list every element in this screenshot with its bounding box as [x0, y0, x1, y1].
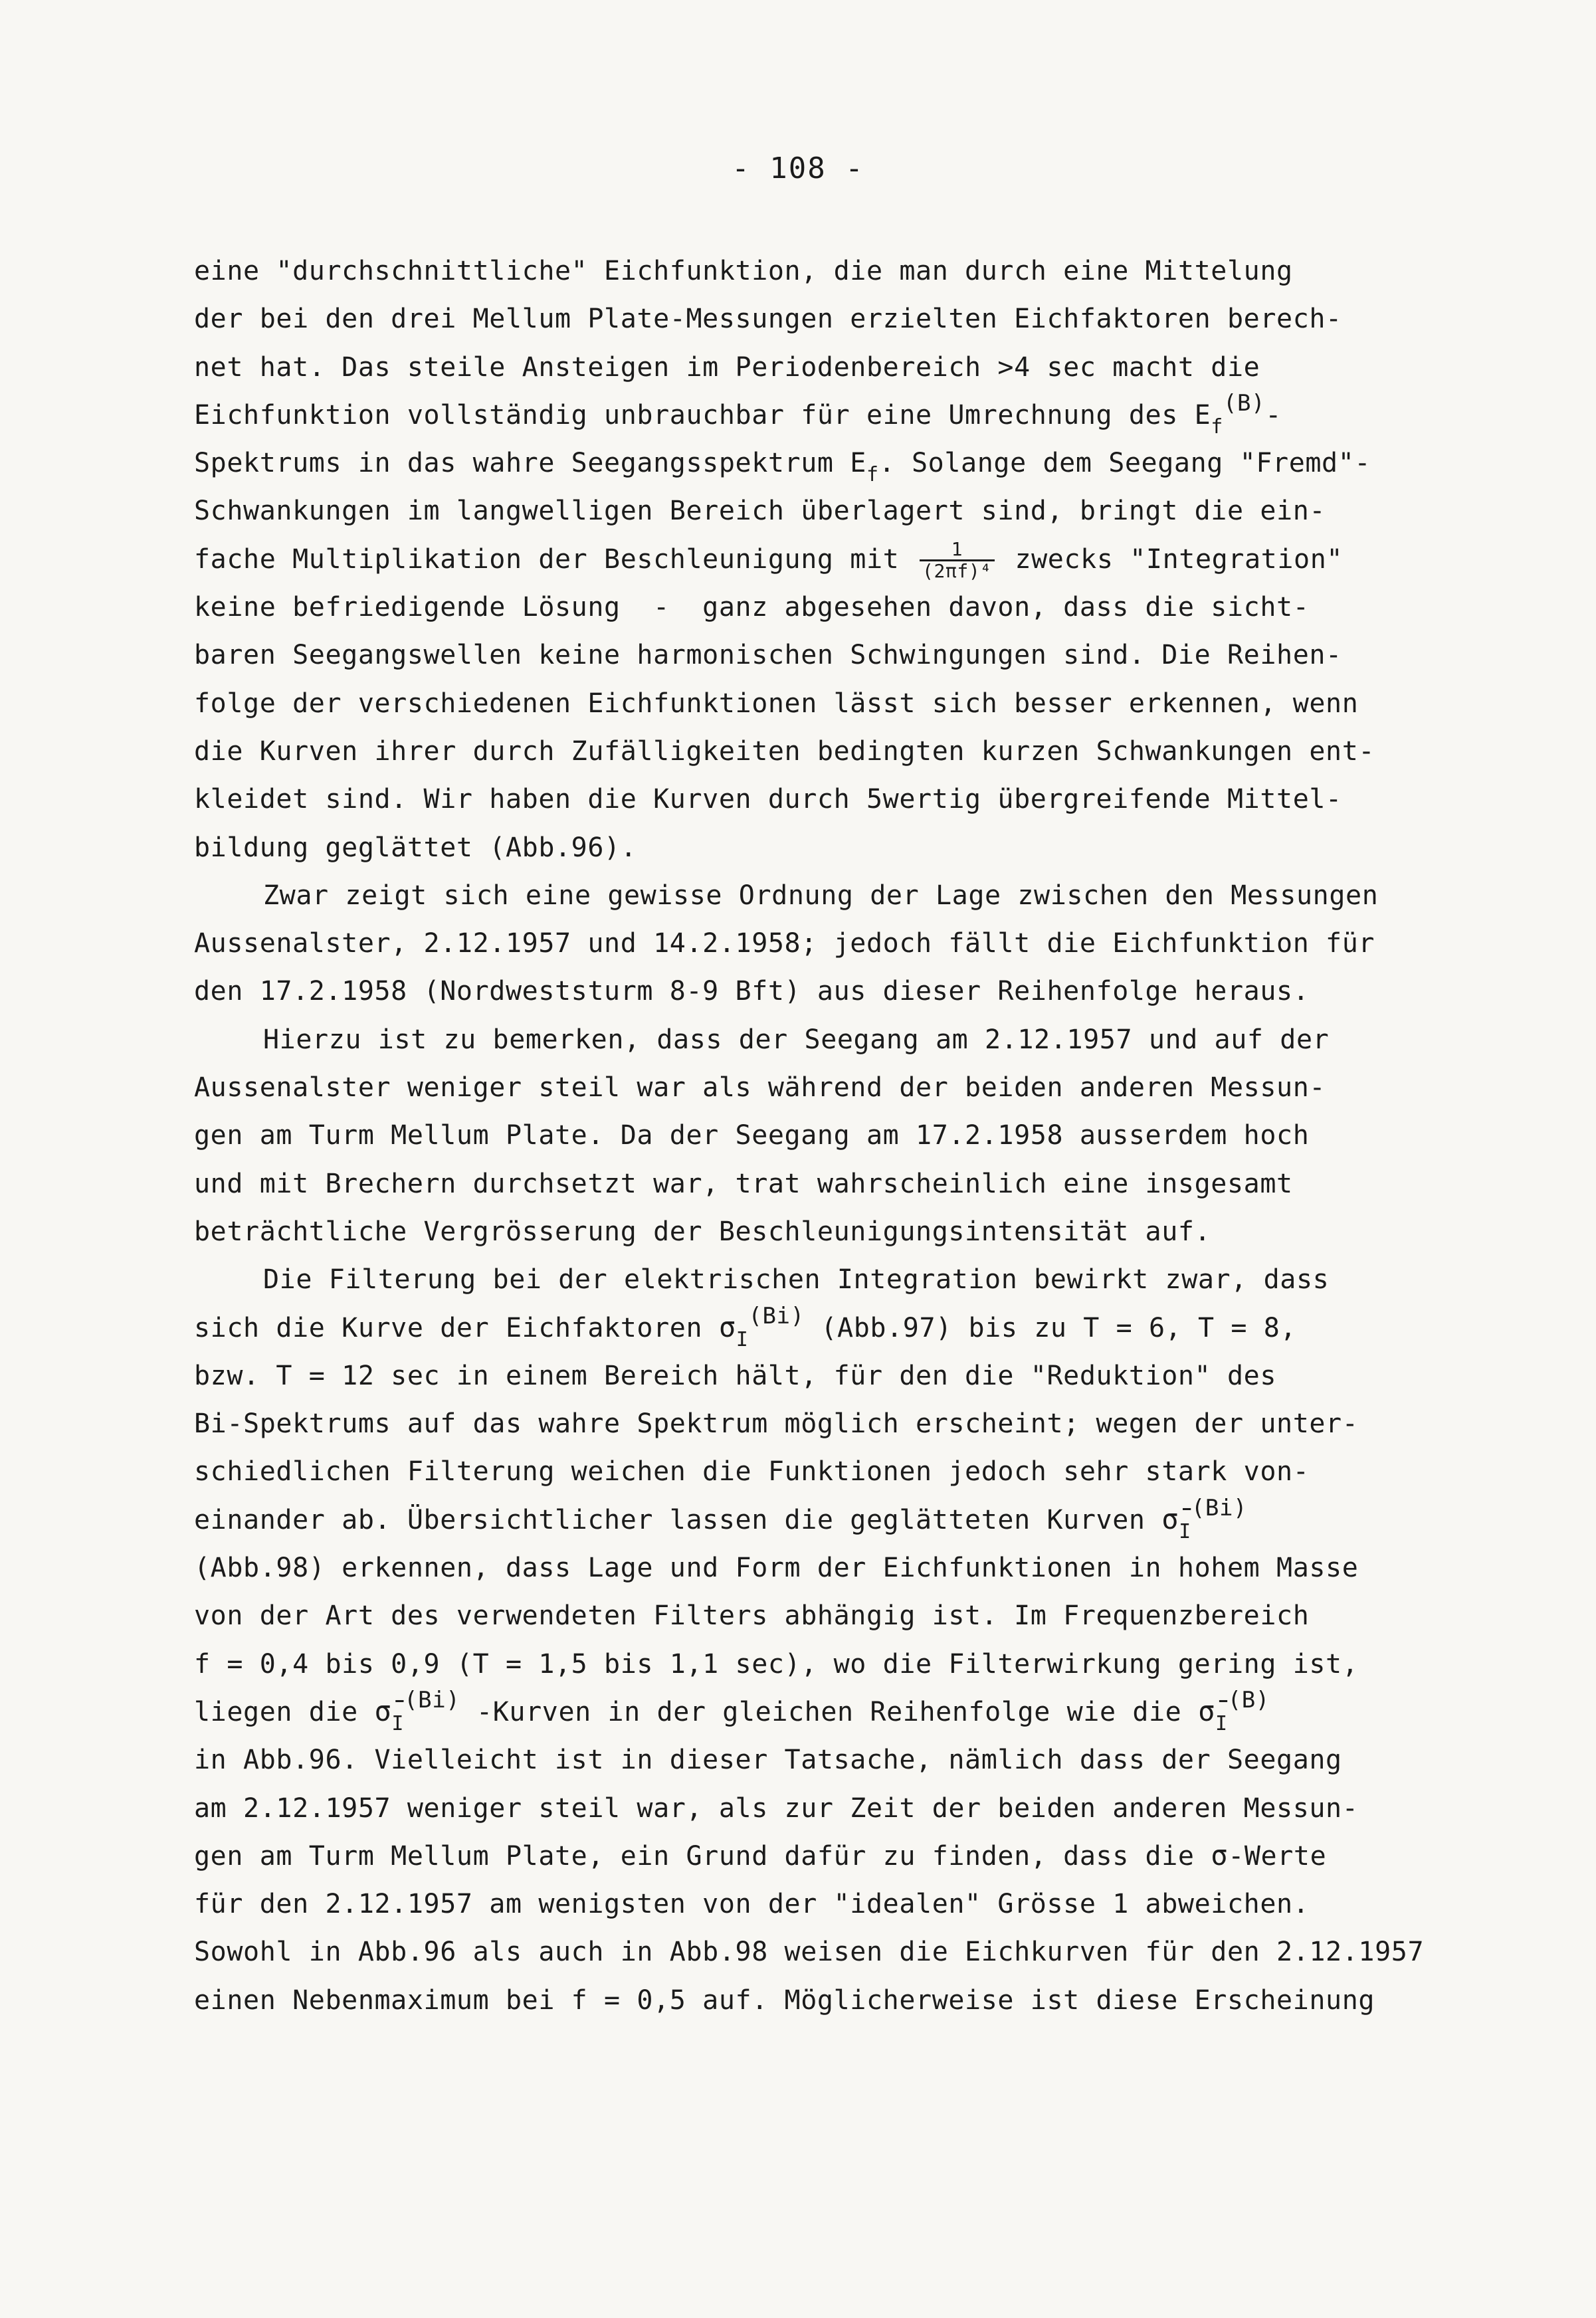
text-line: liegen die $\sigmā_I^{(Bi)}$ -Kurven in der gleichen Reihenfolge wie die $\sigmā_I^{(B)}$: [194, 1686, 1270, 1735]
text-segment: -Kurven in der gleichen Reihenfolge wie die: [460, 1696, 1199, 1727]
text-segment: einander ab. Übersichtlicher lassen die geglätteten Kurven: [194, 1504, 1162, 1535]
text-line: [194, 439, 1463, 487]
text-line: einen Nebenmaximum bei f = 0,5 auf. Möglicherweise ist diese Erscheinung: [194, 1984, 1375, 2016]
text-line: beträchtliche Vergrösserung der Beschleunigungsintensität auf.: [194, 1216, 1211, 1247]
fraction-denominator: (2πf)⁴: [922, 560, 992, 583]
text-line: der bei den drei Mellum Plate-Messungen erzielten Eichfaktoren berech-: [194, 304, 1342, 335]
text-line: für den 2.12.1957 am wenigsten von der "idealen" Grösse 1 abweichen.: [194, 1889, 1310, 1920]
text-line: Aussenalster, 2.12.1957 und 14.2.1958; jedoch fällt die Eichfunktion für: [194, 928, 1375, 959]
text-segment: . Solange dem Seegang "Fremd"-: [878, 448, 1371, 479]
superscript: (Bi): [404, 1686, 460, 1713]
page-number: - 108 -: [732, 151, 864, 185]
text-line: gen am Turm Mellum Plate. Da der Seegang am 17.2.1958 ausserdem hoch: [194, 1120, 1310, 1151]
text-line: net hat. Das steile Ansteigen im Periodenbereich >4 sec macht die: [194, 351, 1260, 383]
text-line: schiedlichen Filterung weichen die Funktionen jedoch sehr stark von-: [194, 1456, 1310, 1488]
text-line: einander ab. Übersichtlicher lassen die geglätteten Kurven $\sigmā_I^{(Bi)}$: [194, 1494, 1248, 1543]
text-line: am 2.12.1957 weniger steil war, als zur Zeit der beiden anderen Messun-: [194, 1792, 1359, 1824]
text-line: sich die Kurve der Eichfaktoren $\sigma_I^{(Bi)}$ (Abb.97) bis zu T = 6, T = 8,: [194, 1302, 1297, 1351]
body-text: [194, 247, 1463, 2024]
text-line: von der Art des verwendeten Filters abhängig ist. Im Frequenzbereich: [194, 1600, 1310, 1632]
fraction-numerator: 1: [920, 539, 995, 561]
superscript: (B): [1223, 389, 1266, 417]
text-line: und mit Brechern durchsetzt war, trat wahrscheinlich eine insgesamt: [194, 1168, 1293, 1199]
text-line: Schwankungen im langwelligen Bereich überlagert sind, bringt die ein-: [194, 496, 1326, 527]
text-line: baren Seegangswellen keine harmonischen Schwingungen sind. Die Reihen-: [194, 640, 1342, 671]
text-segment: sich die Kurve der Eichfaktoren: [194, 1312, 719, 1343]
text-line: Sowohl in Abb.96 als auch in Abb.98 weisen die Eichkurven für den 2.12.1957: [194, 1937, 1425, 1968]
text-segment: (Abb.97) bis zu T = 6, T = 8,: [804, 1312, 1297, 1343]
subscript: I: [736, 1327, 749, 1351]
text-segment: Spektrums in das wahre Seegangsspektrum E: [194, 448, 866, 479]
text-line: gen am Turm Mellum Plate, ein Grund dafür zu finden, dass die σ-Werte: [194, 1838, 1327, 1872]
subscript: I: [1215, 1711, 1228, 1735]
text-line: bzw. T = 12 sec in einem Bereich hält, für den die "Reduktion" des: [194, 1360, 1277, 1391]
text-segment: -Werte: [1228, 1840, 1327, 1872]
text-line: f = 0,4 bis 0,9 (T = 1,5 bis 1,1 sec), wo die Filterwirkung gering ist,: [194, 1648, 1359, 1680]
text-line: keine befriedigende Lösung - ganz abgesehen davon, dass die sicht-: [194, 592, 1310, 623]
subscript: I: [391, 1711, 405, 1735]
text-segment: Eichfunktion vollständig unbrauchbar für eine Umrechnung des E: [194, 399, 1211, 431]
paragraph-start-line: Zwar zeigt sich eine gewisse Ordnung der Lage zwischen den Messungen: [263, 880, 1379, 911]
text-line: folge der verschiedenen Eichfunktionen lässt sich besser erkennen, wenn: [194, 688, 1359, 719]
text-line: in Abb.96. Vielleicht ist in dieser Tatsache, nämlich dass der Seegang: [194, 1745, 1342, 1776]
fraction: [920, 539, 995, 581]
text-line: [194, 535, 1463, 583]
superscript: (Bi): [748, 1302, 805, 1329]
paragraph-start-line: Die Filterung bei der elektrischen Integration bewirkt zwar, dass: [263, 1264, 1330, 1296]
text-segment: liegen die: [194, 1696, 375, 1727]
subscript: f: [1211, 415, 1223, 438]
subscript: I: [1179, 1519, 1191, 1543]
text-line: die Kurven ihrer durch Zufälligkeiten bedingten kurzen Schwankungen ent-: [194, 735, 1375, 767]
text-line: (Abb.98) erkennen, dass Lage und Form der Eichfunktionen in hohem Masse: [194, 1553, 1359, 1584]
superscript: (B): [1227, 1686, 1270, 1713]
text-line: Bi-Spektrums auf das wahre Spektrum möglich erscheint; wegen der unter-: [194, 1408, 1359, 1440]
text-line: den 17.2.1958 (Nordweststurm 8-9 Bft) aus dieser Reihenfolge heraus.: [194, 976, 1310, 1007]
text-line: Aussenalster weniger steil war als während der beiden anderen Messun-: [194, 1072, 1326, 1104]
subscript: f: [866, 463, 879, 487]
text-line: [194, 391, 1463, 439]
text-line: bildung geglättet (Abb.96).: [194, 832, 637, 863]
superscript: (Bi): [1191, 1494, 1248, 1521]
paragraph-start-line: Hierzu ist zu bemerken, dass der Seegang am 2.12.1957 und auf der: [263, 1024, 1330, 1055]
text-line: kleidet sind. Wir haben die Kurven durch 5wertig übergreifende Mittel-: [194, 784, 1342, 815]
text-segment: fache Multiplikation der Beschleunigung mit: [194, 543, 916, 575]
text-segment: zwecks "Integration": [998, 543, 1344, 575]
text-line: eine "durchschnittliche" Eichfunktion, die man durch eine Mittelung: [194, 256, 1293, 286]
text-segment: gen am Turm Mellum Plate, ein Grund dafür zu finden, dass die: [194, 1840, 1211, 1872]
text-segment: -: [1265, 399, 1282, 431]
